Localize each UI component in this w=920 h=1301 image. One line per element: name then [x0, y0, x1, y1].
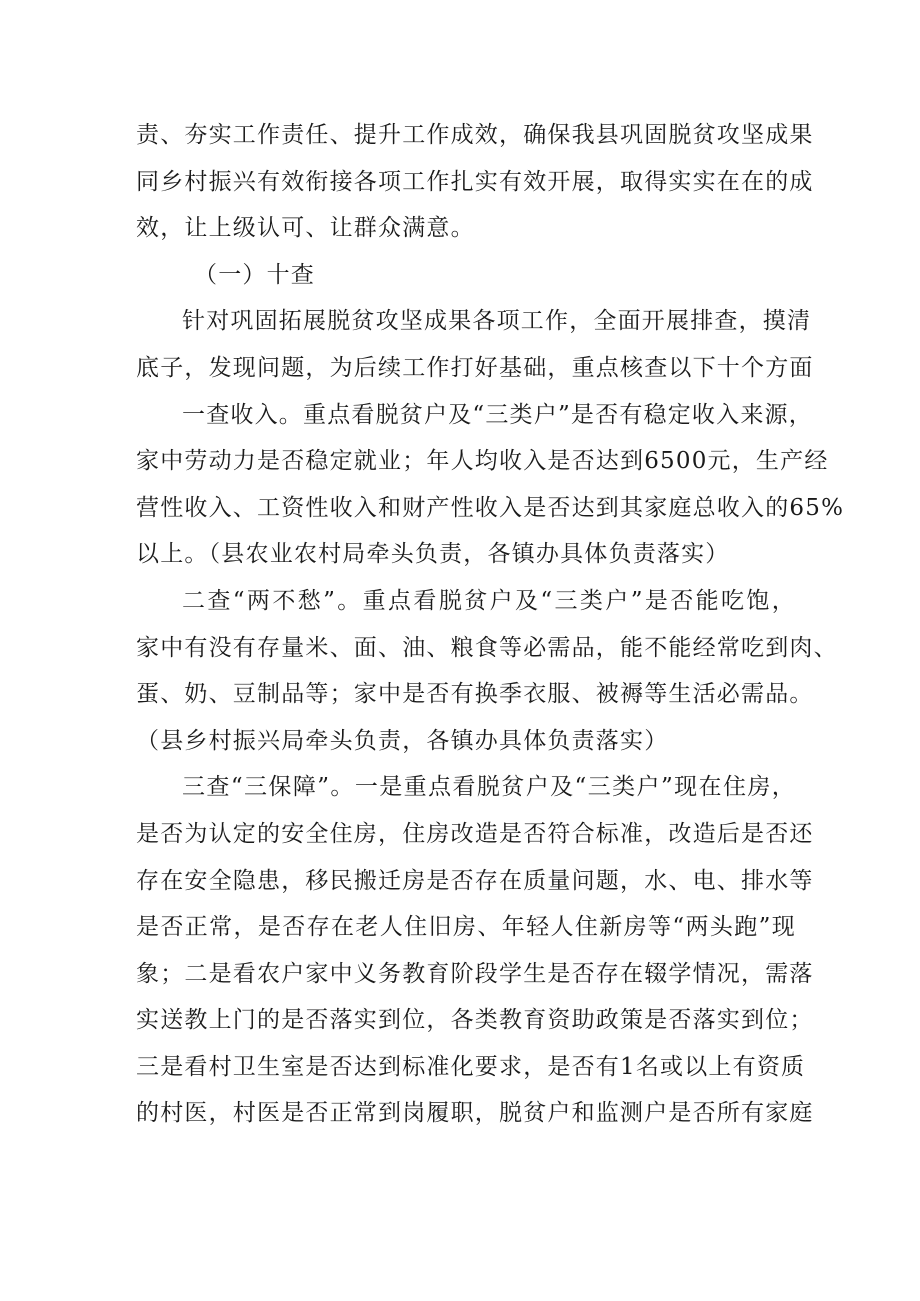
text-line-2: 同乡村振兴有效衔接各项工作扎实有效开展，取得实实在在的成 [136, 168, 814, 195]
text-line-12: 家中有没有存量米、面、油、粮食等必需品，能不能经常吃到肉、 [136, 634, 838, 661]
text-line-20: 实送教上门的是否落实到位，各类教育资助政策是否落实到位； [136, 1007, 814, 1034]
text-line-18: 是否正常，是否存在老人住旧房、年轻人住新房等“两头跑”现 [136, 914, 796, 941]
text-line-21: 三是看村卫生室是否达到标准化要求，是否有1名或以上有资质 [136, 1053, 806, 1080]
text-line-1: 责、夯实工作责任、提升工作成效，确保我县巩固脱贫攻坚成果 [136, 122, 814, 148]
text-line-16: 是否为认定的安全住房，住房改造是否符合标准，改造后是否还 [136, 820, 814, 847]
text-line-10: 以上。（县农业农村局牵头负责，各镇办具体负责落实） [136, 541, 730, 568]
text-line-15: 三查“三保障”。一是重点看脱贫户及“三类户”现在住房， [182, 774, 796, 801]
text-line-9: 营性收入、工资性收入和财产性收入是否达到其家庭总收入的65% [136, 494, 845, 521]
text-line-19: 象；二是看农户家中义务教育阶段学生是否存在辍学情况，需落 [136, 960, 814, 987]
text-line-6: 底子，发现问题，为后续工作打好基础，重点核查以下十个方面 [136, 354, 814, 381]
text-line-11: 二查“两不愁”。重点看脱贫户及“三类户”是否能吃饱， [182, 587, 796, 614]
text-line-5: 针对巩固拓展脱贫攻坚成果各项工作，全面开展排查，摸清 [182, 308, 812, 335]
text-line-14: （县乡村振兴局牵头负责，各镇办具体负责落实） [136, 727, 669, 754]
text-line-7: 一查收入。重点看脱贫户及“三类户”是否有稳定收入来源， [182, 401, 813, 428]
text-line-22: 的村医，村医是否正常到岗履职，脱贫户和监测户是否所有家庭 [136, 1100, 814, 1127]
text-line-8: 家中劳动力是否稳定就业；年人均收入是否达到6500元，生产经 [136, 448, 829, 475]
document-body [136, 112, 845, 1137]
text-line-17: 存在安全隐患，移民搬迁房是否存在质量问题，水、电、排水等 [136, 867, 814, 894]
text-line-3: 效，让上级认可、让群众满意。 [136, 215, 475, 242]
section-heading: （一）十查 [194, 261, 315, 288]
text-line-13: 蛋、奶、豆制品等；家中是否有换季衣服、被褥等生活必需品。 [136, 681, 814, 708]
